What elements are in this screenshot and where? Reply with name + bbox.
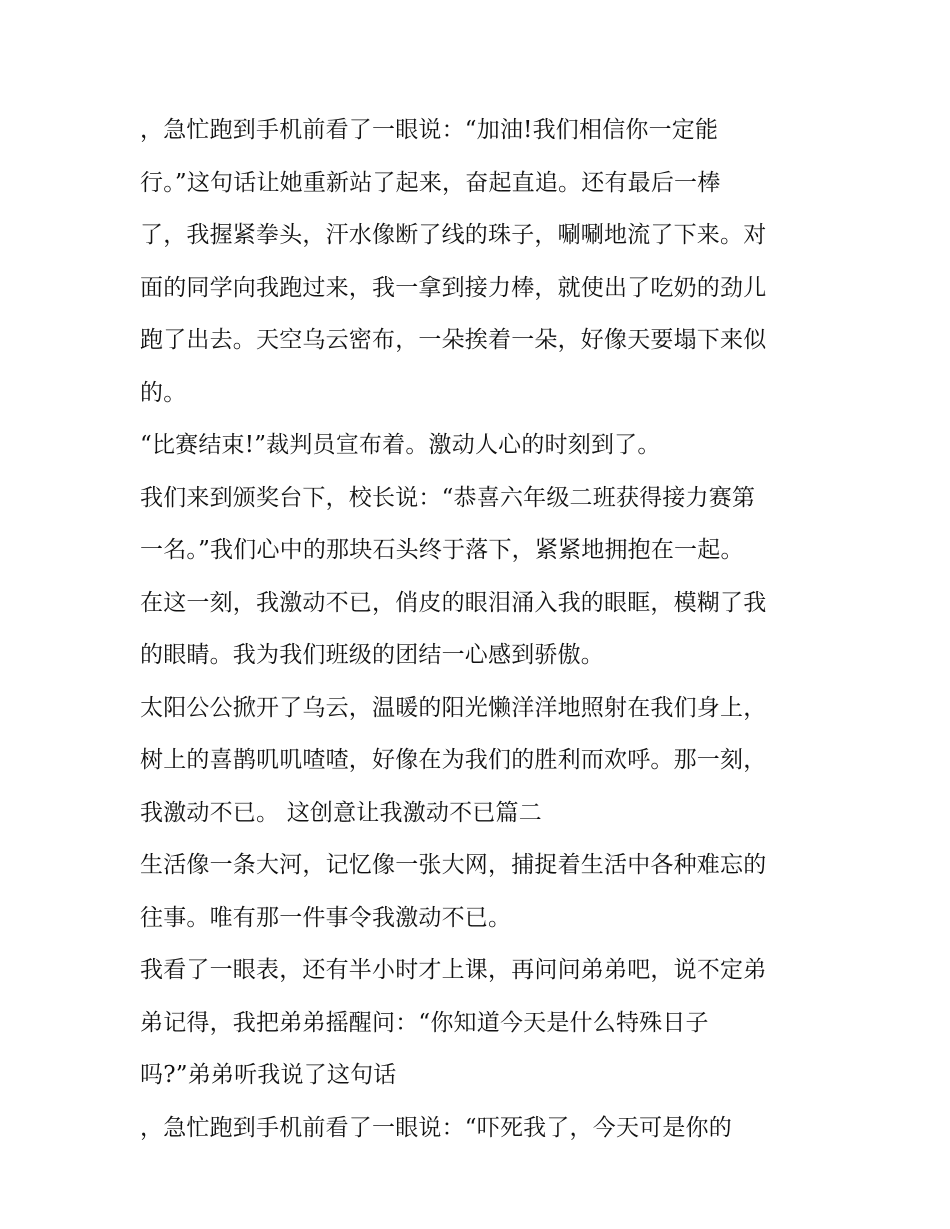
- text-line: ，急忙跑到手机前看了一眼说：“加油!我们相信你一定能: [140, 117, 719, 143]
- text-line: 吗?”弟弟听我说了这句话: [140, 1062, 397, 1088]
- text-line: 我们来到颁奖台下，校长说：“恭喜六年级二班获得接力赛第: [140, 484, 756, 511]
- text-line: “比赛结束!”裁判员宣布着。激动人心的时刻到了。: [140, 432, 661, 458]
- text-line: 弟记得，我把弟弟摇醒问：“你知道今天是什么特殊日子: [140, 1009, 709, 1036]
- text-line: 面的同学向我跑过来，我一拿到接力棒，就使出了吃奶的劲儿: [140, 274, 767, 301]
- text-line: 太阳公公掀开了乌云，温暖的阳光懒洋洋地照射在我们身上，: [140, 694, 767, 721]
- text-line: 我激动不已。 这创意让我激动不已篇二: [140, 799, 542, 826]
- text-line: 的眼睛。我为我们班级的团结一心感到骄傲。: [140, 642, 604, 668]
- text-line: 我看了一眼表，还有半小时才上课，再问问弟弟吧，说不定弟: [140, 957, 767, 983]
- text-line: 一名。”我们心中的那块石头终于落下，紧紧地拥抱在一起。: [140, 537, 744, 563]
- text-line: 行。”这句话让她重新站了起来，奋起直追。还有最后一棒: [140, 169, 721, 196]
- text-line: ，急忙跑到手机前看了一眼说：“吓死我了，今天可是你的: [140, 1114, 732, 1141]
- text-line: 的。: [140, 379, 187, 406]
- text-line: 了，我握紧拳头，汗水像断了线的珠子，唰唰地流了下来。对: [140, 222, 767, 248]
- text-line: 树上的喜鹊叽叽喳喳，好像在为我们的胜利而欢呼。那一刻，: [140, 747, 767, 773]
- text-line: 生活像一条大河，记忆像一张大网，捕捉着生活中各种难忘的: [140, 852, 767, 878]
- text-line: 往事。唯有那一件事令我激动不已。: [140, 904, 512, 931]
- text-line: 跑了出去。天空乌云密布，一朵挨着一朵，好像天要塌下来似: [140, 327, 767, 353]
- document-body: [140, 104, 830, 1154]
- text-line: 在这一刻，我激动不已，俏皮的眼泪涌入我的眼眶，模糊了我: [140, 589, 767, 616]
